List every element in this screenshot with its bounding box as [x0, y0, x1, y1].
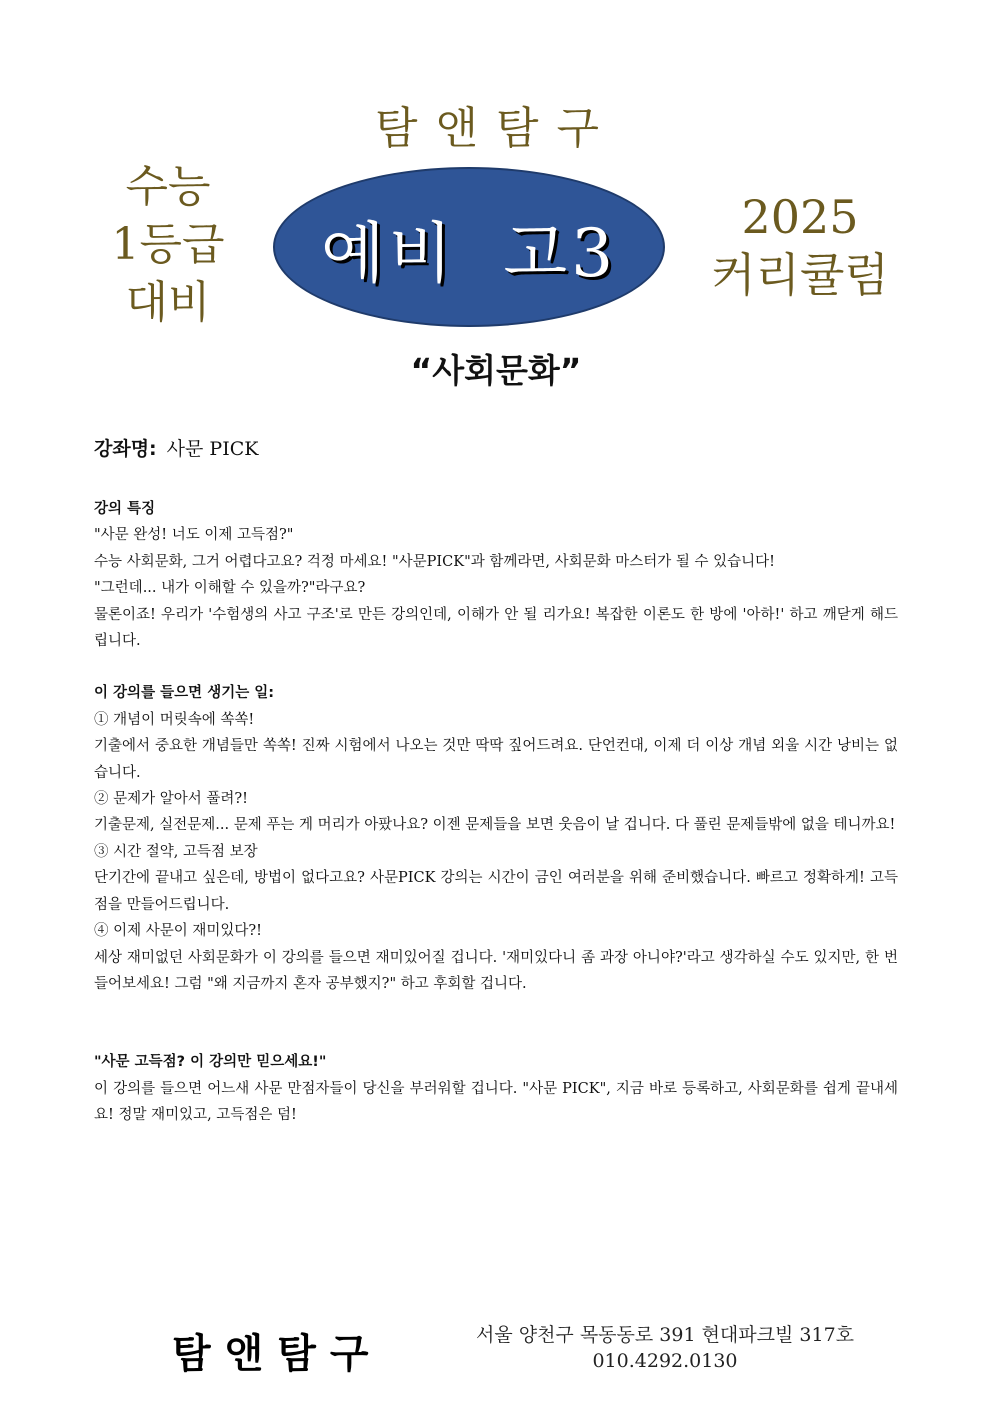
- exam-target-line-2: 1등급: [111, 219, 225, 270]
- curriculum-word: 커리큘럼: [711, 248, 889, 302]
- footer-contact: [430, 1322, 900, 1374]
- features-line: 물론이죠! 우리가 '수험생의 사고 구조'로 만든 강의인데, 이해가 안 될 리가요! 복잡한 이론도 한 방에 '아하!' 하고 깨닫게 해드립니다.: [94, 606, 898, 650]
- course-description: [94, 496, 898, 1129]
- exam-target-line-3: 대비: [125, 277, 211, 328]
- curriculum-year: 2025: [741, 190, 859, 244]
- benefit-body: 기출에서 중요한 개념들만 쏙쏙! 진짜 시험에서 나오는 것만 딱딱 짚어드려요. 단언컨대, 이제 더 이상 개념 외울 시간 낭비는 없습니다.: [94, 738, 898, 781]
- benefit-title: ④ 이제 사문이 재미있다?!: [94, 923, 262, 940]
- main-title-badge: [273, 167, 665, 327]
- closing-body: 이 강의를 들으면 어느새 사문 만점자들이 당신을 부러워할 겁니다. "사문 PICK", 지금 바로 등록하고, 사회문화를 쉽게 끝내세요! 정말 재미있고, 고득점은 덤!: [94, 1080, 898, 1124]
- features-line: "그런데... 내가 이해할 수 있을까?"라구요?: [94, 580, 366, 597]
- benefits-heading: 이 강의를 들으면 생기는 일:: [94, 685, 275, 702]
- benefit-body: 단기간에 끝내고 싶은데, 방법이 없다고요? 사문PICK 강의는 시간이 금인 여러분을 위해 준비했습니다. 빠르고 정확하게! 고득점을 만들어드립니다.: [94, 870, 898, 913]
- footer-logo: 탐앤탐구: [172, 1331, 383, 1377]
- exam-target-line-1: 수능: [125, 161, 211, 212]
- footer-phone: 010.4292.0130: [592, 1350, 738, 1372]
- benefit-title: ③ 시간 절약, 고득점 보장: [94, 843, 258, 860]
- subject-title: “사회문화”: [410, 351, 582, 390]
- benefit-title: ① 개념이 머릿속에 쏙쏙!: [94, 711, 255, 728]
- features-heading: 강의 특징: [94, 501, 156, 517]
- footer-address: 서울 양천구 목동동로 391 현대파크빌 317호: [475, 1324, 855, 1346]
- closing-heading: "사문 고득점? 이 강의만 믿으세요!": [94, 1054, 327, 1071]
- course-name-value: 사문 PICK: [166, 438, 259, 460]
- benefit-body: 기출문제, 실전문제... 문제 푸는 게 머리가 아팠나요? 이젠 문제들을 보면 웃음이 날 겁니다. 다 풀린 문제들밖에 없을 테니까요!: [94, 817, 896, 834]
- course-name-line: [94, 434, 258, 461]
- benefit-title: ② 문제가 알아서 풀려?!: [94, 791, 248, 808]
- main-title: 예비 고3: [320, 214, 618, 292]
- course-name-label: 강좌명:: [94, 438, 157, 460]
- exam-target-label: [98, 158, 238, 332]
- curriculum-year-label: [695, 188, 905, 304]
- features-line: 수능 사회문화, 그거 어렵다고요? 걱정 마세요! "사문PICK"과 함께라면, 사회문화 마스터가 될 수 있습니다!: [94, 553, 775, 570]
- benefit-body: 세상 재미없던 사회문화가 이 강의를 들으면 재미있어질 겁니다. '재미있다니 좀 과장 아니야?'라고 생각하실 수도 있지만, 한 번 들어보세요! 그럼 "왜 지금까지 혼자 공부했지?" 하고 후회할 겁니다.: [94, 949, 898, 992]
- features-line: "사문 완성! 너도 이제 고득점?": [94, 527, 294, 544]
- brand-top-title: 탐앤탐구: [374, 103, 617, 154]
